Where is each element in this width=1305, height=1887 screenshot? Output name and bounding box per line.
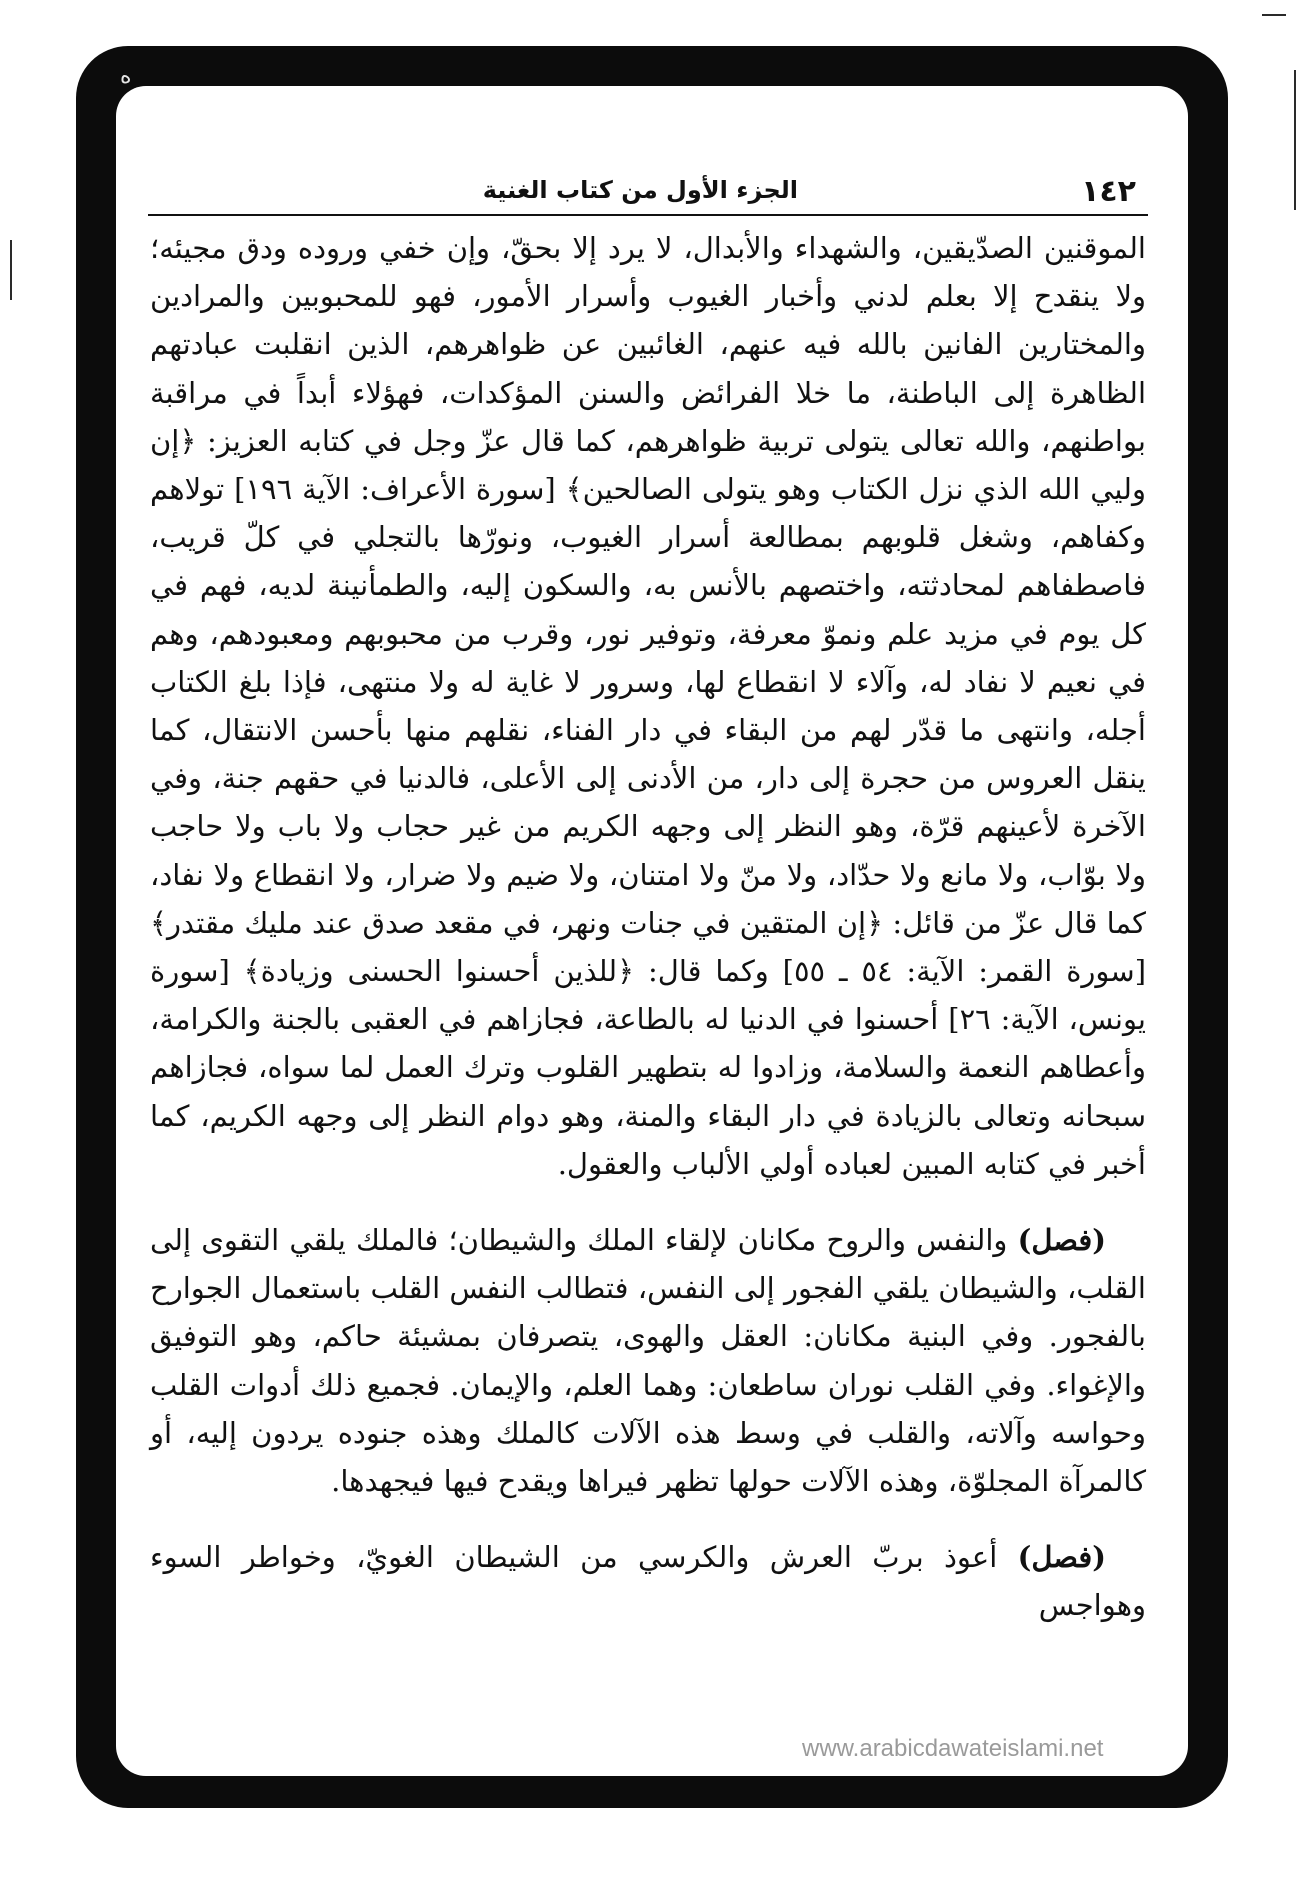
top-left-marker: ه xyxy=(120,64,132,89)
paragraph-continuation xyxy=(150,224,1146,1188)
section-label: (فصل) xyxy=(1017,1223,1107,1258)
paragraph-text: والنفس والروح مكانان لإلقاء الملك والشيطان؛ فالملك يلقي التقوى إلى القلب، والشيطان يلقي الفجور إلى النفس، فتطالب النفس القلب باستعمال الجوارح بالفجور. وفي البنية مكانان: العقل والهوى، يتصرفان بمشيئة حاكم، وهو التوفيق والإغواء. وفي القلب نوران ساطعان: وهما العلم، والإيمان. فجميع ذلك أدوات القلب وحواسه وآلاته، والقلب في وسط هذه الآلات كالملك وهذه جنوده يردون إليه، أو كالمرآة المجلوّة، وهذه الآلات حولها تظهر فيراها ويقدح فيها فيجهدها. xyxy=(150,1223,1146,1499)
paragraph-text: الموقنين الصدّيقين، والشهداء والأبدال، لا يرد إلا بحقّ، وإن خفي وروده ودق مجيئه؛ ولا ينقدح إلا بعلم لدني وأخبار الغيوب وأسرار الأمور، فهو للمحبوبين والمرادين والمختارين الفانين بالله فيه عنهم، الغائبين عن ظواهرهم، الذين انقلبت عبادتهم الظاهرة إلى الباطنة، ما خلا الفرائض والسنن المؤكدات، فهؤلاء أبداً في مراقبة بواطنهم، والله تعالى يتولى تربية ظواهرهم، كما قال عزّ وجل في كتابه العزيز: ﴿إن وليي الله الذي نزل الكتاب وهو يتولى الصالحين﴾ [سورة الأعراف: الآية ١٩٦] تولاهم وكفاهم، وشغل قلوبهم بمطالعة أسرار الغيوب، ونورّها بالتجلي في كلّ قريب، فاصطفاهم لمحادثته، واختصهم بالأنس به، والسكون إليه، والطمأنينة لديه، فهم في كل يوم في مزيد علم ونموّ معرفة، وتوفير نور، وقرب من محبوبهم ومعبودهم، وهم في نعيم لا نفاد له، وآلاء لا انقطاع لها، وسرور لا غاية له ولا منتهى، فإذا بلغ الكتاب أجله، وانتهى ما قدّر لهم من البقاء في دار الفناء، نقلهم منها بأحسن الانتقال، كما ينقل العروس من حجرة إلى دار، من الأدنى إلى الأعلى، فالدنيا في حقهم جنة، وفي الآخرة لأعينهم قرّة، وهو النظر إلى وجهه الكريم من غير حجاب ولا باب ولا حاجب ولا بوّاب، ولا مانع ولا حدّاد، ولا منّ ولا امتنان، ولا ضيم ولا ضرار، ولا انقطاع ولا نفاد، كما قال عزّ من قائل: ﴿إن المتقين في جنات ونهر، في مقعد صدق عند مليك مقتدر﴾ [سورة القمر: الآية: ٥٤ ـ ٥٥] وكما قال: ﴿للذين أحسنوا الحسنى وزيادة﴾ [سورة يونس، الآية: ٢٦] أحسنوا في الدنيا له بالطاعة، فجازاهم في العقبى بالجنة والكرامة، وأعطاهم النعمة والسلامة، وزادوا له بتطهير القلوب وترك العمل لما سواه، فجازاهم سبحانه وتعالى بالزيادة في دار البقاء والمنة، وهو دوام النظر إلى وجهه الكريم، كما أخبر في كتابه المبين لعباده أولي الألباب والعقول. xyxy=(150,231,1147,1181)
scan-mark-top-right xyxy=(1262,14,1286,16)
page-text xyxy=(150,224,1146,1658)
section-label: (فصل) xyxy=(1017,1540,1107,1575)
paragraph-fasl-seeking-refuge xyxy=(150,1533,1146,1629)
scan-mark-left-edge xyxy=(10,240,12,300)
page-number: ١٤٢ xyxy=(1081,174,1136,209)
scan-mark-right-edge xyxy=(1294,70,1296,210)
paragraph-text: أعوذ بربّ العرش والكرسي من الشيطان الغويّ، وخواطر السوء وهواجس xyxy=(150,1540,1146,1623)
book-title: الجزء الأول من كتاب الغنية xyxy=(482,176,798,204)
paragraph-fasl-soul-and-spirit xyxy=(150,1216,1146,1505)
running-header xyxy=(148,174,1148,216)
watermark-url: www.arabicdawateislami.net xyxy=(802,1735,1104,1762)
